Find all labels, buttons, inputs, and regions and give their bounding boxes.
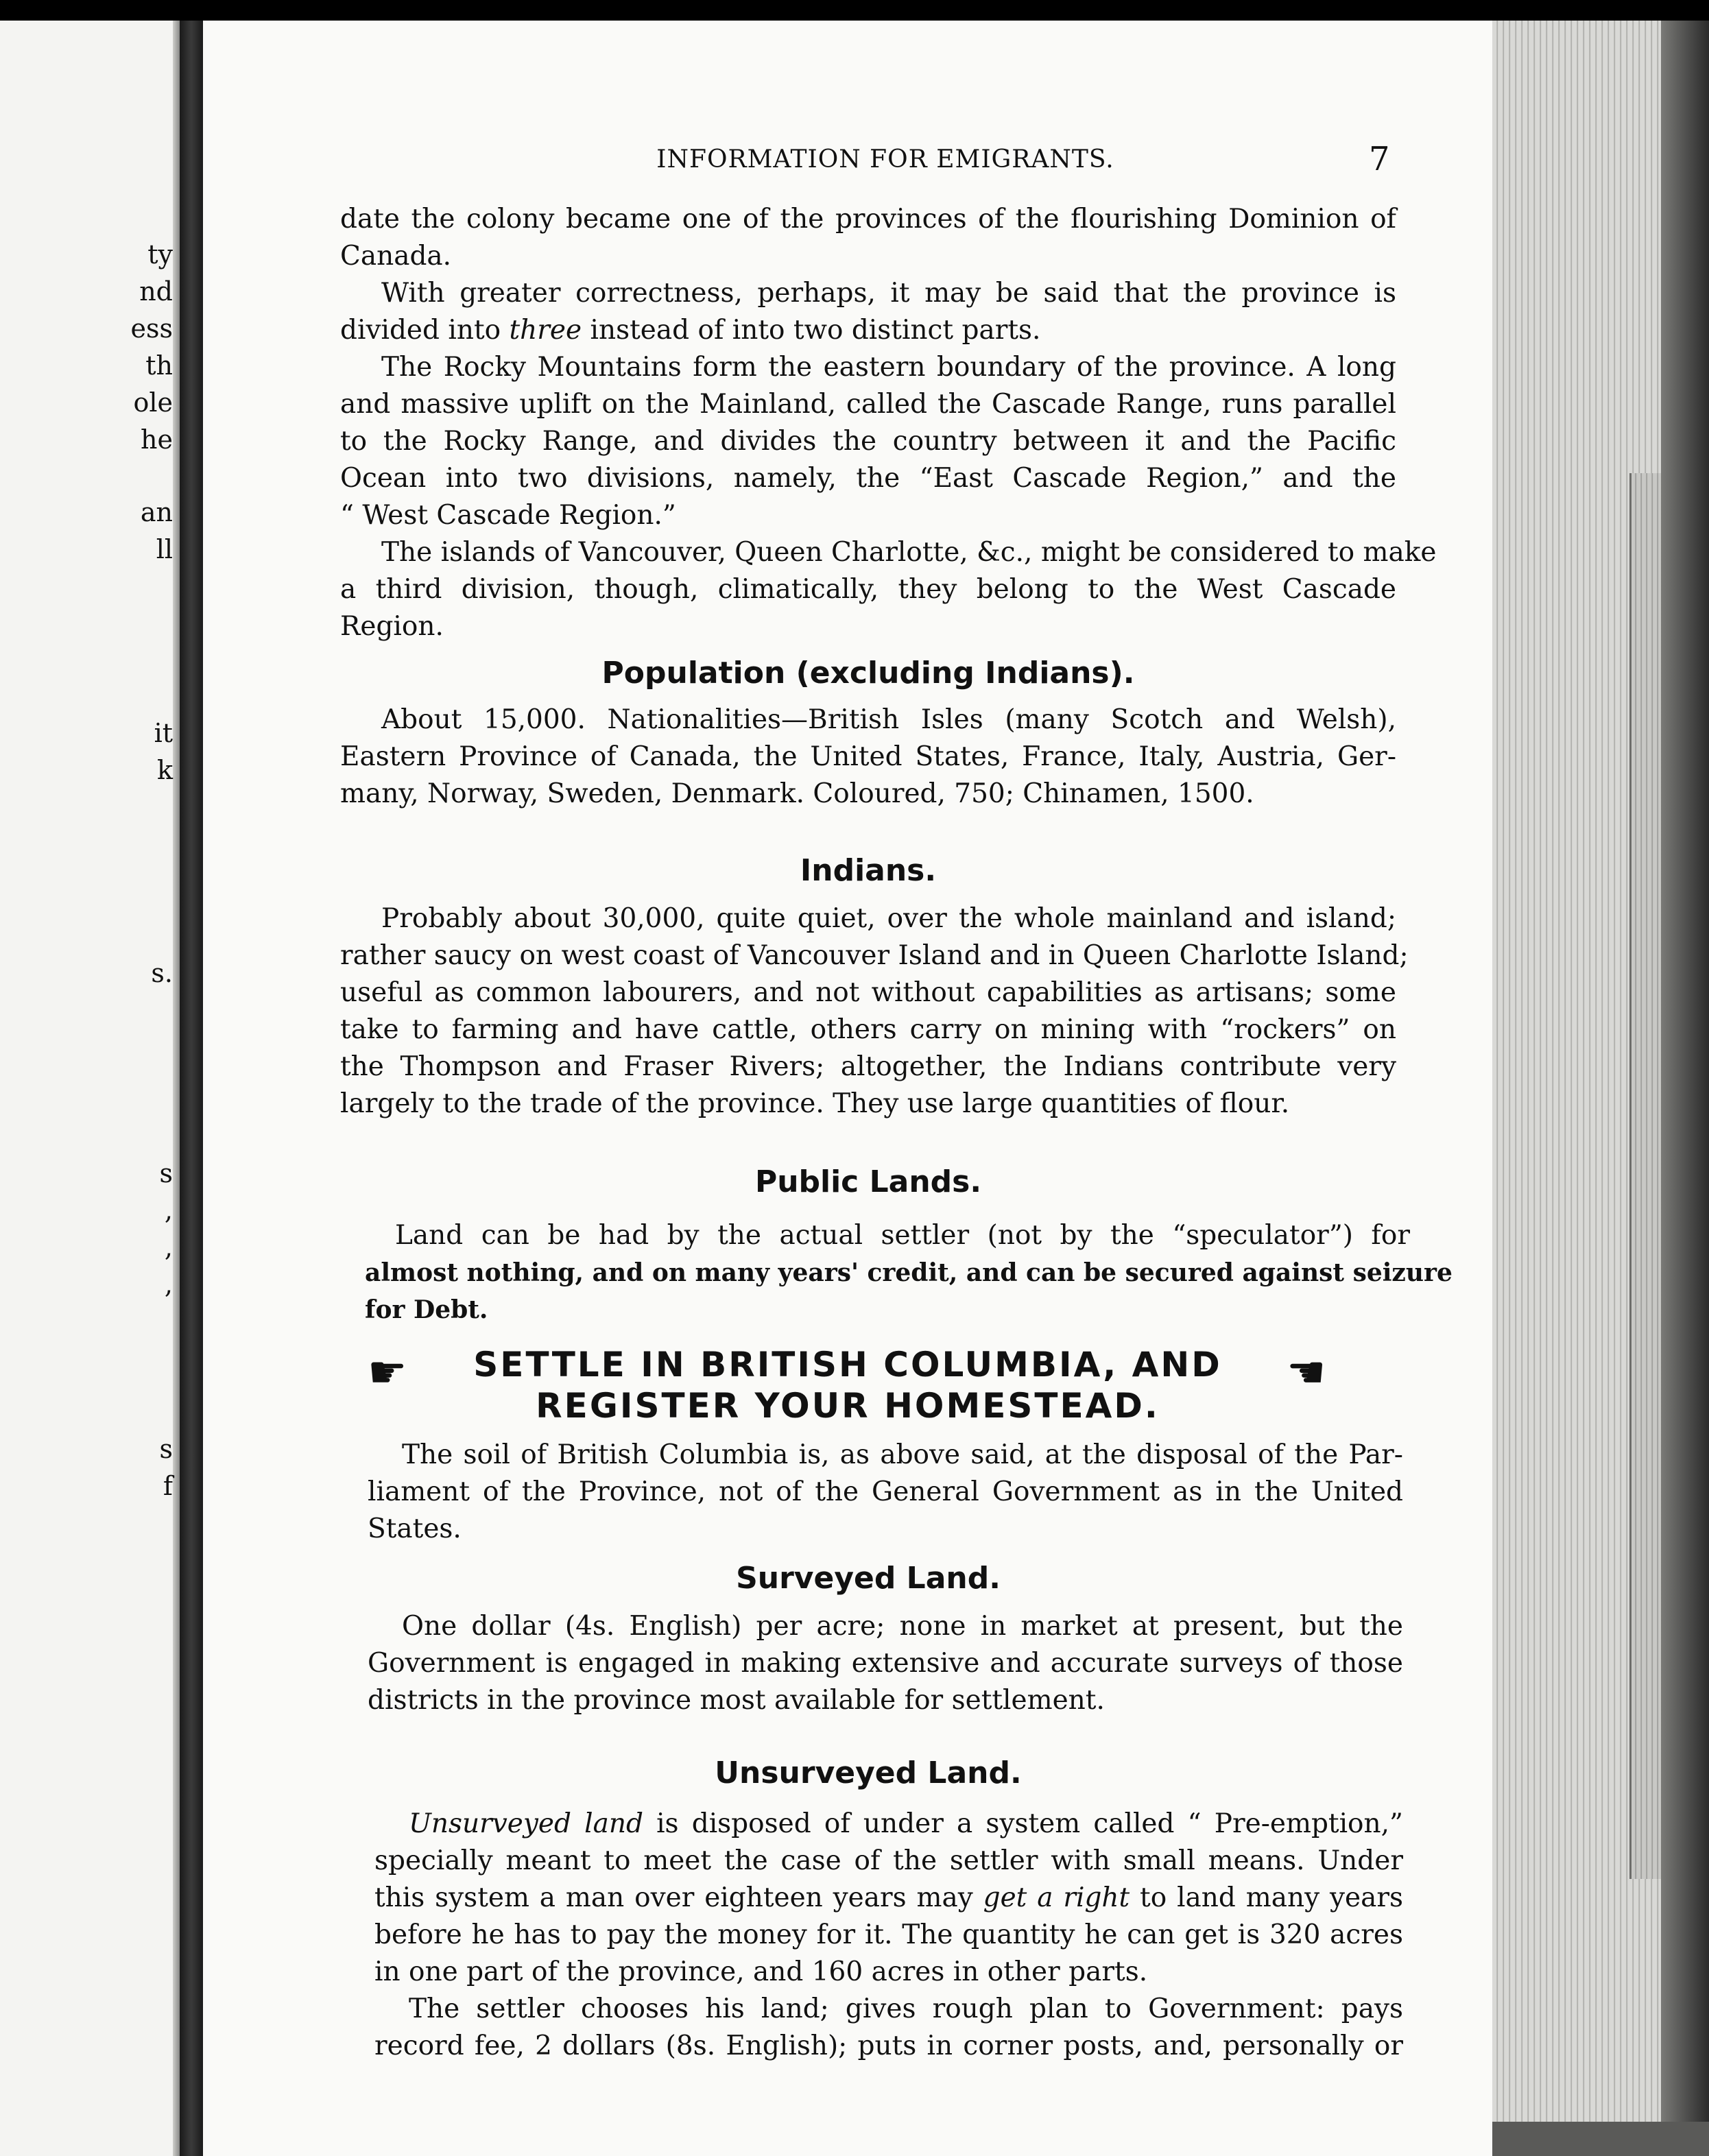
pointing-hand-left-icon: ☚ bbox=[1287, 1348, 1326, 1398]
text-line: Canada. bbox=[340, 241, 452, 272]
text-line: States. bbox=[368, 1513, 462, 1544]
bold-text-line: almost nothing, and on many years' credit, and can be secured against seizure bbox=[365, 1258, 1453, 1287]
banner-line: REGISTER YOUR HOMESTEAD. bbox=[536, 1386, 1160, 1426]
left-fragment: , bbox=[164, 1269, 173, 1299]
text-line: record fee, 2 dollars (8s. English); puts in corner posts, and, personally or bbox=[374, 2031, 1403, 2061]
text-line: One dollar (4s. English) per acre; none in market at present, but the bbox=[402, 1611, 1403, 1642]
left-fragment: nd bbox=[139, 276, 173, 307]
page-number: 7 bbox=[1369, 140, 1390, 178]
italic-word: three bbox=[509, 315, 582, 346]
left-fragment: s bbox=[159, 1434, 173, 1464]
left-fragment: ty bbox=[147, 239, 173, 270]
text-line: the Thompson and Fraser Rivers; altogether, the Indians contribute very bbox=[340, 1051, 1396, 1082]
book-gutter bbox=[180, 21, 203, 2156]
left-fragment: th bbox=[145, 350, 173, 381]
text-line: divided into three instead of into two distinct parts. bbox=[340, 315, 1041, 346]
scan-border-bottom bbox=[1492, 2122, 1709, 2156]
text-line: With greater correctness, perhaps, it may be said that the province is bbox=[381, 278, 1396, 309]
section-heading-indians: Indians. bbox=[800, 853, 937, 888]
text-line: liament of the Province, not of the General Government as in the United bbox=[368, 1476, 1403, 1507]
text-line: largely to the trade of the province. They use large quantities of flour. bbox=[340, 1088, 1290, 1119]
text-line: About 15,000. Nationalities—British Isles (many Scotch and Welsh), bbox=[381, 704, 1396, 735]
left-fragment: ess bbox=[130, 313, 173, 344]
left-fragment: , bbox=[164, 1195, 173, 1225]
left-page bbox=[0, 21, 180, 2156]
text-line: “ West Cascade Region.” bbox=[340, 500, 676, 531]
scan-border-top bbox=[0, 0, 1709, 21]
text-line: The settler chooses his land; gives rough plan to Government: pays bbox=[409, 1993, 1403, 2024]
text-line: in one part of the province, and 160 acres in other parts. bbox=[374, 1956, 1148, 1987]
section-heading-unsurveyed-land: Unsurveyed Land. bbox=[715, 1756, 1022, 1790]
text-line: useful as common labourers, and not without capabilities as artisans; some bbox=[340, 977, 1396, 1008]
left-fragment: s bbox=[159, 1158, 173, 1188]
text-line: a third division, though, climatically, they belong to the West Cascade bbox=[340, 574, 1396, 605]
italic-phrase: get a right bbox=[983, 1882, 1130, 1913]
pointing-hand-right-icon: ☛ bbox=[368, 1348, 407, 1398]
text-line: Region. bbox=[340, 611, 444, 642]
text-line: The Rocky Mountains form the eastern boundary of the province. A long bbox=[381, 352, 1396, 383]
text-line: The islands of Vancouver, Queen Charlotte, &c., might be considered to make bbox=[381, 537, 1437, 568]
text-line: date the colony became one of the provinces of the flourishing Dominion of bbox=[340, 204, 1396, 235]
text-line: Land can be had by the actual settler (not by the “speculator”) for bbox=[395, 1220, 1410, 1251]
text-line: The soil of British Columbia is, as above said, at the disposal of the Par- bbox=[402, 1439, 1403, 1470]
text-line: rather saucy on west coast of Vancouver Island and in Queen Charlotte Island; bbox=[340, 940, 1409, 971]
text-line: Ocean into two divisions, namely, the “East Cascade Region,” and the bbox=[340, 463, 1396, 494]
right-page bbox=[203, 21, 1492, 2156]
text-line: to the Rocky Range, and divides the country between it and the Pacific bbox=[340, 426, 1396, 457]
book-page-edges bbox=[1492, 21, 1709, 2156]
left-fragment: s. bbox=[151, 958, 173, 988]
left-fragment: ole bbox=[133, 387, 173, 418]
text-line: and massive uplift on the Mainland, called the Cascade Range, runs parallel bbox=[340, 389, 1396, 420]
text-line: Eastern Province of Canada, the United States, France, Italy, Austria, Ger- bbox=[340, 741, 1396, 772]
running-head: INFORMATION FOR EMIGRANTS. bbox=[656, 145, 1114, 173]
section-heading-public-lands: Public Lands. bbox=[754, 1164, 982, 1199]
bold-text-line: for Debt. bbox=[365, 1295, 488, 1324]
left-fragment: an bbox=[140, 497, 173, 527]
text-line: Unsurveyed land is disposed of under a system called “ Pre-emption,” bbox=[409, 1808, 1403, 1839]
banner-line: SETTLE IN BRITISH COLUMBIA, AND bbox=[473, 1345, 1222, 1385]
text-line: Government is engaged in making extensive and accurate surveys of those bbox=[368, 1648, 1403, 1679]
left-fragment: he bbox=[141, 424, 173, 455]
scan-border-right bbox=[1661, 21, 1709, 2156]
left-fragment: ll bbox=[156, 534, 173, 564]
text-line: Probably about 30,000, quite quiet, over the whole mainland and island; bbox=[381, 903, 1396, 934]
left-fragment: f bbox=[163, 1471, 173, 1501]
text-line: this system a man over eighteen years may get a right to land many years bbox=[374, 1882, 1403, 1913]
text-line: take to farming and have cattle, others carry on mining with “rockers” on bbox=[340, 1014, 1396, 1045]
text-line: specially meant to meet the case of the settler with small means. Under bbox=[374, 1845, 1403, 1876]
left-page-edge bbox=[173, 21, 180, 2156]
text-line: many, Norway, Sweden, Denmark. Coloured, 750; Chinamen, 1500. bbox=[340, 778, 1254, 809]
text-line: districts in the province most available for settlement. bbox=[368, 1685, 1105, 1716]
left-fragment: , bbox=[164, 1232, 173, 1262]
section-heading-population: Population (excluding Indians). bbox=[601, 656, 1135, 691]
left-fragment: k bbox=[156, 755, 173, 785]
section-heading-surveyed-land: Surveyed Land. bbox=[736, 1561, 1001, 1596]
italic-term: Unsurveyed land bbox=[409, 1808, 643, 1839]
left-fragment: it bbox=[154, 718, 173, 748]
text-line: before he has to pay the money for it. The quantity he can get is 320 acres bbox=[374, 1919, 1403, 1950]
